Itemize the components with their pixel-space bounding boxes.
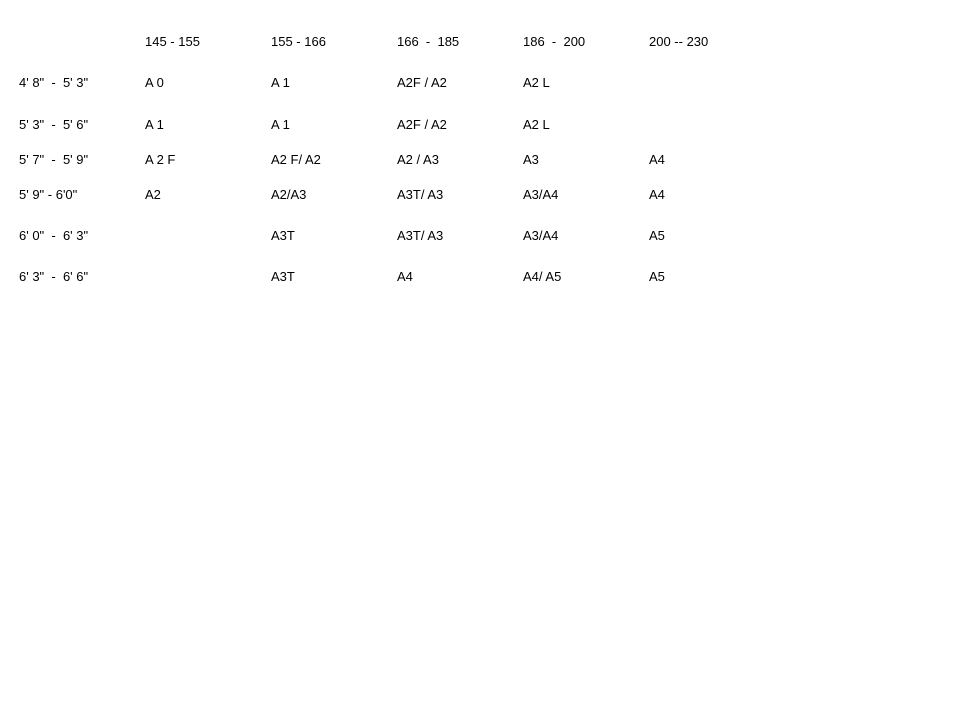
row-header: 6' 3" - 6' 6" (19, 269, 89, 284)
table-cell: A 0 (145, 75, 164, 90)
table-cell: A2F / A2 (397, 75, 447, 90)
table-cell: A4 (649, 187, 665, 202)
table-cell: A3T/ A3 (397, 187, 444, 202)
table-cell: A3T (271, 269, 295, 284)
table-cell: A3 (523, 152, 539, 167)
table-cell: A 1 (271, 75, 290, 90)
table-cell: A2 F/ A2 (271, 152, 321, 167)
column-header-4: 186 - 200 (523, 34, 586, 49)
table-cell: A2F / A2 (397, 117, 447, 132)
table-cell: A3T/ A3 (397, 228, 444, 243)
table-cell: A4 (397, 269, 413, 284)
table-cell: A5 (649, 228, 665, 243)
column-header-3: 166 - 185 (397, 34, 460, 49)
table-cell: A3T (271, 228, 295, 243)
table-cell: A3/A4 (523, 228, 559, 243)
row-header: 5' 3" - 5' 6" (19, 117, 89, 132)
table-cell: A 1 (145, 117, 164, 132)
table-cell: A2 L (523, 75, 550, 90)
column-header-5: 200 -- 230 (649, 34, 709, 49)
table-cell: A2 / A3 (397, 152, 439, 167)
table-cell: A5 (649, 269, 665, 284)
column-header-2: 155 - 166 (271, 34, 326, 49)
table-cell: A3/A4 (523, 187, 559, 202)
column-header-1: 145 - 155 (145, 34, 200, 49)
table-cell: A2/A3 (271, 187, 307, 202)
row-header: 5' 7" - 5' 9" (19, 152, 89, 167)
table-cell: A4/ A5 (523, 269, 562, 284)
table-cell: A 1 (271, 117, 290, 132)
table-cell: A2 (145, 187, 161, 202)
table-cell: A 2 F (145, 152, 176, 167)
row-header: 4' 8" - 5' 3" (19, 75, 89, 90)
row-header: 5' 9" - 6'0" (19, 187, 78, 202)
row-header: 6' 0" - 6' 3" (19, 228, 89, 243)
table-cell: A2 L (523, 117, 550, 132)
table-cell: A4 (649, 152, 665, 167)
